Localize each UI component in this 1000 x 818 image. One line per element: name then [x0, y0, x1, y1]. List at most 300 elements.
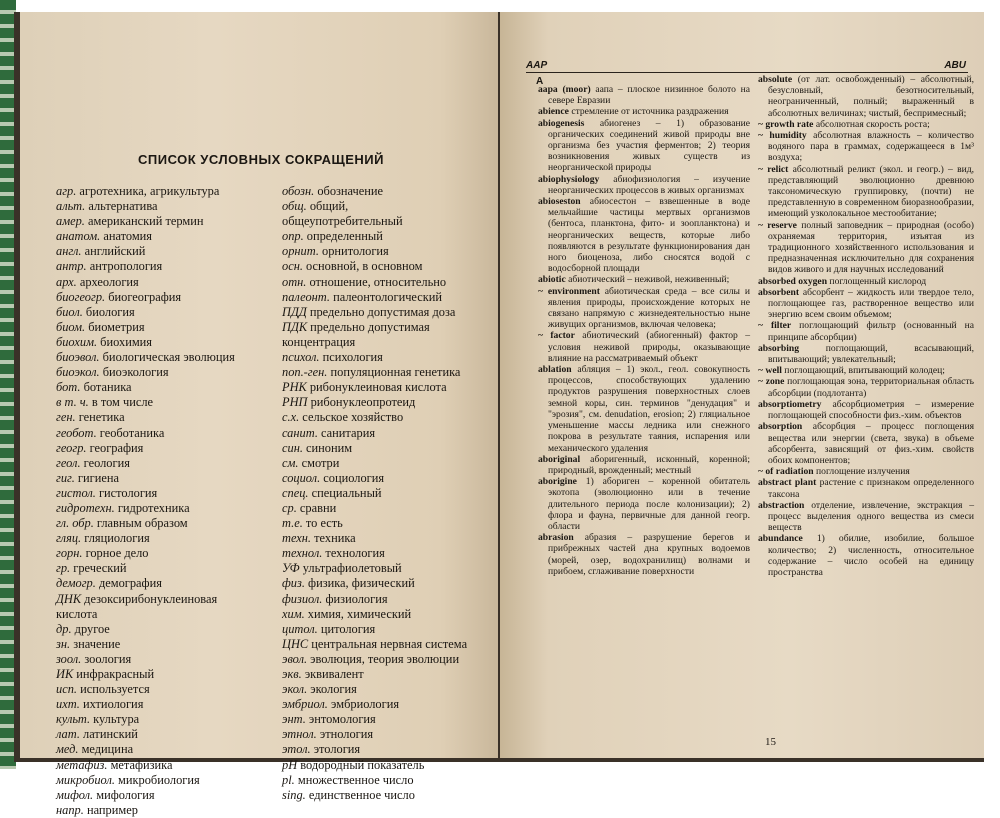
- abbreviation-term: см.: [282, 455, 299, 470]
- entry-headword: absorption: [758, 421, 803, 433]
- abbreviation-row: [56, 592, 296, 607]
- abbreviation-meaning: отношение, относительно: [306, 274, 447, 289]
- abbreviation-term: цитол.: [282, 621, 318, 636]
- abbreviation-row: [56, 426, 296, 441]
- abbreviation-meaning: мифология: [93, 787, 155, 802]
- abbreviation-term: зоол.: [56, 651, 82, 666]
- abbreviation-meaning: культура: [90, 712, 140, 727]
- dictionary-entry: [758, 164, 974, 220]
- abbreviation-term: хим.: [282, 606, 305, 621]
- entry-definition: абиотический – неживой, неживенный;: [565, 274, 730, 286]
- abbreviation-meaning: биоэкология: [99, 365, 169, 380]
- abbreviation-row: [56, 395, 296, 410]
- entry-headword: absolute: [758, 74, 793, 85]
- entry-headword: ~ well: [758, 365, 782, 377]
- abbreviation-term: альт.: [56, 199, 86, 214]
- abbreviation-meaning: микробиология: [114, 772, 200, 787]
- abbreviation-term: культ.: [56, 712, 91, 727]
- abbreviation-row: [282, 501, 497, 516]
- right-page: [500, 12, 984, 758]
- dictionary-entry: [758, 320, 974, 342]
- page-number: 15: [765, 736, 776, 748]
- abbreviation-row: [282, 712, 497, 727]
- abbreviation-term: экол.: [282, 682, 308, 697]
- entry-definition: поглощающий фильтр (основанный на принципе абсорбции): [768, 320, 975, 343]
- abbreviation-row: [56, 742, 296, 757]
- header-rule: [526, 72, 968, 73]
- entry-definition: абсорбция – процесс поглощения вещества или энергии (света, звука) в объеме абсорбента, зависящий от физ.-хим. свойств обоих компонентов;: [768, 421, 974, 466]
- dictionary-entry: [758, 287, 974, 321]
- dictionary-entry: [758, 421, 974, 466]
- abbreviation-meaning: другое: [71, 621, 110, 636]
- abbreviation-row: [56, 229, 296, 244]
- abbreviation-meaning: греческий: [70, 561, 127, 576]
- abbreviation-meaning: энтомология: [305, 712, 376, 727]
- abbreviation-term: физиол.: [282, 591, 323, 606]
- abbreviation-term: с.х.: [282, 410, 300, 425]
- abbreviation-term: общ.: [282, 199, 307, 214]
- abbreviation-row: [56, 501, 296, 516]
- abbreviation-term: син.: [282, 440, 303, 455]
- abbreviation-term: sing.: [282, 787, 306, 802]
- entry-headword: abstraction: [758, 499, 805, 511]
- entry-headword: ~ environment: [538, 285, 600, 297]
- entry-definition: абразия – разрушение берегов и прибрежных частей дна крупных водоемов (морей, озер, водохранилищ) волнами и прибоем, сглаживание поверхности: [548, 532, 750, 577]
- abbreviation-meaning: геология: [80, 455, 130, 470]
- abbreviation-meaning: предельно допустимая: [307, 319, 430, 334]
- abbreviation-term: гидротехн.: [56, 500, 115, 515]
- entry-definition: аапа – плоское низинное болото на севере Евразии: [548, 84, 751, 107]
- entry-headword: aboriginal: [538, 453, 581, 465]
- abbreviation-term: метафиз.: [56, 757, 108, 772]
- abbreviation-meaning: популяционная генетика: [327, 365, 461, 380]
- abbreviation-term: мифол.: [56, 787, 94, 802]
- entry-headword: abiophysiology: [538, 173, 600, 185]
- dictionary-entry: [758, 533, 974, 578]
- abbreviation-meaning: экология: [307, 682, 357, 697]
- abbreviation-term: агр.: [56, 184, 77, 198]
- abbreviation-meaning: предельно допустимая доза: [306, 304, 456, 319]
- abbreviation-term: биохим.: [56, 334, 98, 349]
- abbreviation-row: [282, 637, 497, 652]
- abbreviation-row: [282, 410, 497, 425]
- abbreviation-row: [282, 727, 497, 742]
- abbreviation-term: экв.: [282, 667, 302, 681]
- abbreviation-term: англ.: [56, 244, 82, 259]
- abbreviation-meaning: обозначение: [314, 184, 384, 198]
- abbreviation-meaning: центральная нервная система: [308, 636, 468, 651]
- abbreviation-meaning: зоология: [81, 651, 132, 666]
- entry-headword: aborigine: [538, 476, 577, 488]
- dictionary-entry: [758, 365, 974, 376]
- dictionary-entry: [538, 196, 750, 274]
- abbreviation-term: физ.: [282, 576, 305, 591]
- abbreviation-meaning: психология: [319, 350, 383, 365]
- abbreviation-row: [56, 652, 296, 667]
- abbreviation-row: [56, 712, 296, 727]
- abbreviation-meaning: гигиена: [74, 470, 119, 485]
- abbreviation-term: гляц.: [56, 531, 82, 546]
- abbreviation-meaning: единственное число: [305, 787, 415, 802]
- abbreviation-term: биоэвол.: [56, 350, 100, 365]
- dictionary-column-a: [538, 84, 750, 577]
- abbreviation-term: гиг.: [56, 470, 75, 485]
- dictionary-entry: [538, 174, 750, 196]
- abbreviation-term: ихт.: [56, 697, 80, 712]
- dictionary-entry: [758, 130, 974, 164]
- abbreviation-term: биоэкол.: [56, 365, 100, 380]
- entry-headword: abioseston: [538, 196, 581, 208]
- dictionary-entry: [538, 84, 750, 106]
- entry-definition: поглощающий, всасывающий, впитывающий; увлекательный;: [768, 342, 974, 366]
- abbreviation-meaning: специальный: [308, 485, 382, 500]
- dictionary-entry: [758, 220, 974, 276]
- entry-headword: ~ filter: [758, 320, 792, 332]
- abbreviation-term: этнол.: [282, 727, 317, 742]
- abbreviation-term: эмбриол.: [282, 697, 328, 712]
- entry-definition: аборигенный, исконный, коренной; природный, врожденный; местный: [548, 453, 750, 476]
- abbreviation-term: арх.: [56, 274, 77, 289]
- entry-definition: (от лат. освобожденный) – абсолютный, безусловный, безотносительный, неограниченный, полный; выраженный в абсолютных величинах; чистый, беспримесный;: [768, 74, 974, 119]
- abbreviation-row: [56, 380, 296, 395]
- dictionary-entry: [758, 343, 974, 365]
- abbreviation-term: др.: [56, 621, 72, 636]
- entry-headword: abstract plant: [758, 477, 817, 489]
- abbreviation-row: [56, 727, 296, 742]
- abbreviation-term: спец.: [282, 485, 309, 500]
- abbreviation-row: [282, 561, 497, 576]
- abbreviation-row: [282, 471, 497, 486]
- abbreviation-row: [282, 576, 497, 591]
- abbreviation-row: [282, 456, 497, 471]
- entry-headword: ablation: [538, 364, 572, 376]
- abbreviation-term: поп.-ген.: [282, 365, 328, 380]
- abbreviation-meaning: ботаника: [80, 380, 132, 395]
- running-head-right: ABU: [944, 60, 966, 71]
- abbreviation-row: [56, 561, 296, 576]
- entry-definition: 1) обилие, изобилие, большое количество; 2) численность, относительное содержание – число особей на единицу пространства: [768, 533, 974, 578]
- abbreviation-meaning: химия, химический: [304, 606, 412, 621]
- abbreviation-row: [56, 335, 296, 350]
- abbreviation-row: [56, 486, 296, 501]
- entry-definition: поглощающая зона, территориальная область абсорбции (подлотанта): [768, 376, 974, 399]
- abbreviation-meaning: определенный: [303, 229, 383, 244]
- entry-definition: абиофизиология – изучение неорганических процессов в живых организмах: [548, 173, 750, 196]
- abbreviation-row: [282, 199, 497, 214]
- abbreviation-row: [56, 516, 296, 531]
- abbreviation-meaning: эволюция, теория эволюции: [307, 651, 460, 666]
- abbreviation-term: напр.: [56, 802, 84, 817]
- entry-definition: абсолютный реликт (экол. и геогр.) – вид, представляющий эволюционно древнюю таксономическую группировку, (почти) не представленную в современном биоразнообразии, имеющий узколокальное местообитание;: [768, 163, 975, 220]
- abbreviation-row: [282, 441, 497, 456]
- abbreviation-row: [56, 305, 296, 320]
- abbreviation-row: [282, 486, 497, 501]
- abbreviation-row: [282, 516, 497, 531]
- abbreviation-term: горн.: [56, 546, 83, 561]
- abbreviation-term: мед.: [56, 742, 79, 757]
- abbreviation-meaning: английский: [81, 244, 146, 259]
- abbreviation-row: [56, 184, 296, 199]
- abbreviation-row: [56, 667, 296, 682]
- abbreviation-term: зн.: [56, 636, 71, 651]
- abbreviation-meaning: ихтиология: [79, 697, 144, 712]
- abbreviation-term: анатом.: [56, 229, 101, 244]
- entry-headword: ~ humidity: [758, 130, 807, 142]
- abbreviation-term: орнит.: [282, 244, 319, 259]
- abbreviation-row: [56, 576, 296, 591]
- abbreviation-meaning: концентрация: [282, 334, 356, 349]
- abbreviation-term: демогр.: [56, 576, 96, 591]
- section-letter: A: [536, 76, 544, 87]
- abbreviation-term: отн.: [282, 274, 307, 289]
- entry-headword: abrasion: [538, 532, 574, 544]
- abbreviation-term: РНП: [282, 395, 308, 410]
- abbreviation-term: РНК: [282, 380, 307, 395]
- abbreviation-meaning: орнитология: [318, 244, 389, 259]
- abbreviation-row: [56, 350, 296, 365]
- abbreviation-meaning: общеупотребительный: [282, 214, 403, 229]
- abbreviation-row: [282, 652, 497, 667]
- abbreviation-row: [282, 214, 497, 229]
- dictionary-entry: [538, 106, 750, 117]
- entry-headword: abience: [538, 106, 569, 118]
- entry-definition: 1) абориген – коренной обитатель экотопа (эволюционно или в течение длительного периода после колонизации); 2) флора и фауна, первичные для данной геогр. области: [548, 476, 750, 532]
- entry-headword: ~ of radiation: [758, 466, 814, 478]
- abbreviation-meaning: кислота: [56, 606, 98, 621]
- abbreviation-row: [56, 607, 296, 622]
- abbreviation-row: [56, 199, 296, 214]
- abbreviation-term: ПДК: [282, 319, 308, 334]
- entry-headword: ~ growth rate: [758, 118, 814, 130]
- abbreviation-term: в т. ч.: [56, 395, 89, 410]
- abbreviation-row: [56, 803, 296, 818]
- abbreviation-term: палеонт.: [282, 289, 330, 304]
- dictionary-entry: [758, 500, 974, 534]
- abbreviation-term: санит.: [282, 425, 318, 440]
- abbreviation-meaning: биохимия: [97, 334, 152, 349]
- dictionary-entry: [538, 274, 750, 285]
- abbreviation-row: [282, 335, 497, 350]
- abbreviation-row: [56, 214, 296, 229]
- abbreviation-meaning: рибонуклеопротеид: [307, 395, 416, 410]
- dictionary-entry: [538, 118, 750, 174]
- abbreviation-term: бот.: [56, 380, 81, 395]
- dictionary-entry: [538, 476, 750, 532]
- abbreviation-meaning: агротехника, агрикультура: [76, 184, 220, 198]
- entry-definition: абляция – 1) экол., геол. совокупность процессов, способствующих удалению продуктов разрушения поверхностных слоев земной коры, син. терминов "денудация" и "эрозия", см. denudation, erosion; 2) гляциальное уменьшение массы ледника или снежного покрова в результате таяния, испарения или механического удаления: [548, 364, 750, 454]
- abbreviation-meaning: горное дело: [82, 546, 149, 561]
- abbreviation-row: [56, 320, 296, 335]
- abbreviation-meaning: биологическая эволюция: [99, 350, 235, 365]
- abbreviation-meaning: метафизика: [107, 757, 173, 772]
- entry-headword: abiotic: [538, 274, 566, 286]
- dictionary-entry: [538, 330, 750, 364]
- abbreviation-term: ген.: [56, 410, 76, 425]
- dictionary-entry: [538, 286, 750, 331]
- abbreviation-row: [282, 546, 497, 561]
- abbreviation-meaning: рибонуклеиновая кислота: [306, 380, 447, 395]
- entry-headword: aapa (moor): [538, 84, 591, 95]
- abbreviation-row: [56, 275, 296, 290]
- abbreviation-term: микробиол.: [56, 772, 115, 787]
- abbreviation-meaning: этнология: [316, 727, 374, 742]
- abbreviation-term: амер.: [56, 214, 85, 229]
- dictionary-entry: [758, 74, 974, 119]
- entry-definition: поглощенный кислород: [827, 275, 927, 287]
- abbreviation-row: [282, 229, 497, 244]
- abbreviation-meaning: биогеография: [105, 289, 182, 304]
- open-book: [14, 12, 984, 817]
- entry-headword: ~ relict: [758, 163, 789, 175]
- abbreviation-term: ИК: [56, 667, 74, 681]
- abbreviation-meaning: анатомия: [100, 229, 153, 244]
- abbreviation-row: [56, 788, 296, 803]
- abbreviation-term: биол.: [56, 304, 83, 319]
- entry-definition: абсолютная влажность – количество водяного пара в граммах, содержащееся в 1м³ воздуха;: [768, 130, 974, 164]
- abbreviation-row: [282, 742, 497, 757]
- abbreviation-row: [56, 441, 296, 456]
- entry-definition: абсолютная скорость роста;: [813, 118, 930, 130]
- abbreviation-meaning: ультрафиолетовый: [299, 561, 402, 576]
- entry-definition: отделение, извлечение, экстракция – процесс выделения одного вещества из смеси веществ: [768, 499, 974, 534]
- abbreviation-meaning: общий,: [306, 199, 349, 214]
- entry-headword: absorbing: [758, 342, 800, 354]
- abbreviation-row: [282, 275, 497, 290]
- abbreviation-row: [56, 531, 296, 546]
- abbreviation-meaning: альтернатива: [85, 199, 158, 214]
- abbreviation-meaning: то есть: [302, 516, 343, 531]
- entry-headword: abiogenesis: [538, 117, 585, 129]
- abbreviation-row: [56, 546, 296, 561]
- entry-headword: ~ factor: [538, 330, 575, 342]
- abbreviation-meaning: геоботаника: [96, 425, 165, 440]
- entry-definition: растение с признаком определенного таксона: [768, 477, 974, 500]
- abbreviation-term: геол.: [56, 455, 81, 470]
- abbreviation-meaning: цитология: [317, 621, 376, 636]
- abbreviation-row: [282, 244, 497, 259]
- abbreviation-meaning: физика, физический: [304, 576, 415, 591]
- abbreviation-term: антр.: [56, 259, 87, 274]
- abbreviation-meaning: физиология: [322, 591, 388, 606]
- abbreviation-meaning: технология: [322, 546, 385, 561]
- entry-definition: абиогенез – 1) образование органических соединений живой природы вне организма без участия ферментов; 2) теория возникновения живых существ из неорганической природы: [548, 117, 750, 174]
- abbreviation-row: [56, 622, 296, 637]
- abbreviation-row: [282, 682, 497, 697]
- abbreviation-meaning: география: [86, 440, 144, 455]
- dictionary-entry: [538, 364, 750, 454]
- abbreviation-row: [282, 426, 497, 441]
- abbreviation-meaning: археология: [76, 274, 139, 289]
- abbreviation-term: геогр.: [56, 440, 87, 455]
- abbreviation-row: [282, 380, 497, 395]
- abbreviation-meaning: генетика: [75, 410, 125, 425]
- abbreviation-meaning: биометрия: [85, 319, 145, 334]
- abbreviation-row: [56, 244, 296, 259]
- entry-headword: absorptiometry: [758, 398, 822, 410]
- dictionary-entry: [538, 532, 750, 577]
- abbreviation-meaning: латинский: [79, 727, 138, 742]
- abbreviation-term: т.е.: [282, 516, 303, 531]
- abbreviation-row: [282, 667, 497, 682]
- abbreviation-term: гр.: [56, 561, 71, 576]
- abbreviation-meaning: сельское хозяйство: [299, 410, 404, 425]
- abbreviation-meaning: дезоксирибонуклеиновая: [81, 591, 218, 606]
- entry-headword: absorbed oxygen: [758, 275, 828, 287]
- dictionary-entry: [758, 466, 974, 477]
- entry-headword: ~ reserve: [758, 219, 797, 231]
- abbreviation-row: [56, 290, 296, 305]
- abbreviation-meaning: водородный показатель: [297, 757, 425, 772]
- abbreviation-term: осн.: [282, 259, 303, 274]
- abbreviation-term: УФ: [282, 561, 300, 576]
- abbreviation-row: [282, 758, 497, 773]
- abbreviation-meaning: синоним: [302, 440, 353, 455]
- dictionary-entry: [758, 477, 974, 499]
- abbreviation-row: [282, 697, 497, 712]
- entry-definition: абсорбциометрия – измерение поглощающей способности физ.-хим. объектов: [768, 398, 974, 422]
- abbreviation-meaning: эквивалент: [301, 667, 364, 681]
- abbreviation-row: [56, 365, 296, 380]
- abbreviation-term: техн.: [282, 531, 312, 546]
- abbreviation-meaning: инфракрасный: [73, 667, 155, 681]
- entry-headword: absorbent: [758, 286, 800, 298]
- abbreviation-term: социол.: [282, 470, 321, 485]
- entry-definition: поглощающий, впитывающий колодец;: [781, 365, 945, 377]
- abbreviation-term: биогеогр.: [56, 289, 106, 304]
- abbreviation-row: [56, 682, 296, 697]
- abbreviation-row: [56, 758, 296, 773]
- abbreviation-term: геобот.: [56, 425, 97, 440]
- abbreviation-meaning: гистология: [95, 485, 158, 500]
- dictionary-entry: [538, 454, 750, 476]
- abbreviation-row: [282, 395, 497, 410]
- abbreviation-meaning: социология: [320, 470, 385, 485]
- abbreviation-term: ПДД: [282, 304, 307, 319]
- abbreviation-term: ДНК: [56, 591, 82, 606]
- abbreviation-term: этол.: [282, 742, 311, 757]
- abbreviation-row: [282, 259, 497, 274]
- dictionary-entry: [758, 276, 974, 287]
- abbreviation-meaning: гляциология: [81, 531, 150, 546]
- abbreviation-row: [56, 410, 296, 425]
- dictionary-entry: [758, 119, 974, 130]
- abbreviation-meaning: например: [83, 802, 138, 817]
- entry-definition: абсорбент – жидкость или твердое тело, поглощающее газ, растворенное вещество или энергию всем своим объемом;: [768, 286, 974, 321]
- abbreviation-row: [282, 773, 497, 788]
- abbreviation-meaning: эмбриология: [327, 697, 400, 712]
- left-page: [20, 12, 498, 817]
- abbreviation-term: гл. обр.: [56, 516, 94, 531]
- entry-headword: abundance: [758, 533, 803, 545]
- running-head-left: AAP: [526, 60, 548, 71]
- abbreviation-row: [56, 259, 296, 274]
- abbreviation-term: pl.: [282, 772, 295, 787]
- abbreviation-meaning: множественное число: [294, 772, 414, 787]
- abbreviation-meaning: техника: [311, 531, 356, 546]
- abbreviation-meaning: в том числе: [88, 395, 154, 410]
- entry-headword: ~ zone: [758, 376, 785, 388]
- abbreviation-meaning: значение: [70, 636, 121, 651]
- abbreviation-row: [56, 697, 296, 712]
- dictionary-column-b: [758, 74, 974, 578]
- abbreviation-meaning: гидротехника: [114, 500, 190, 515]
- entry-definition: абиосестон – взвешенные в воде мельчайшие частицы мертвых организмов (бентоса, планктона, фито- и зоопланктона) и неорганических веществ, которые либо появляются в результате функционирования дан ного биоценоза, либо сносятся водой с водосборной площади: [548, 196, 750, 275]
- dictionary-entry: [758, 399, 974, 421]
- abbreviation-term: эвол.: [282, 651, 308, 666]
- abbreviation-meaning: демография: [95, 576, 162, 591]
- abbreviation-term: pH: [282, 757, 298, 772]
- abbreviation-row: [282, 320, 497, 335]
